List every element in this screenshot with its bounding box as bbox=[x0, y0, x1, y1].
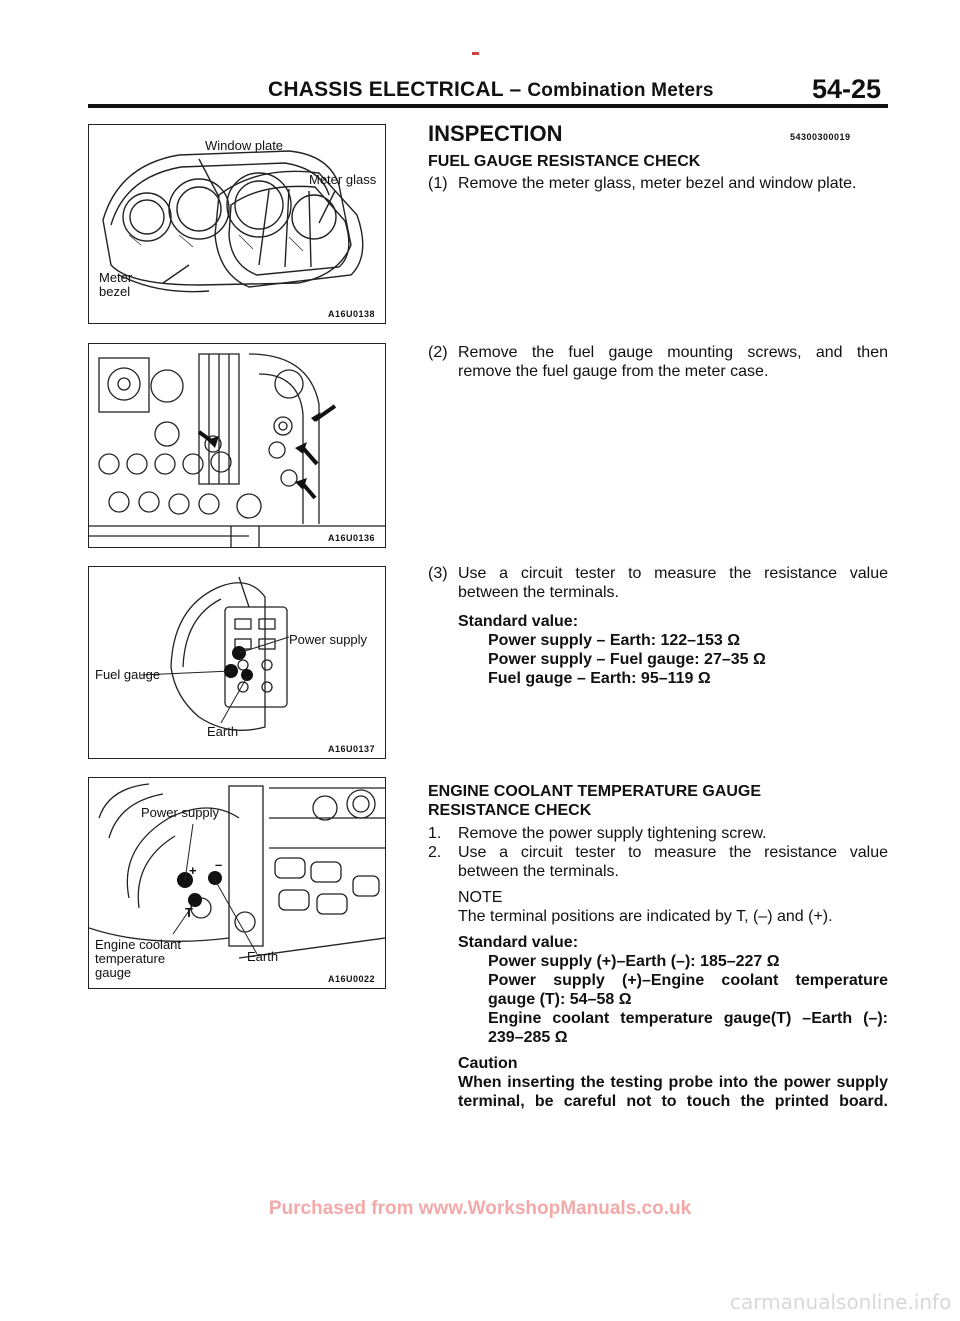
standard-value-2: Power supply – Fuel gauge: 27–35 Ω bbox=[488, 651, 766, 668]
site-watermark: carmanualsonline.info bbox=[730, 1290, 952, 1314]
standard-value-1: Power supply – Earth: 122–153 Ω bbox=[488, 632, 741, 649]
figure-code: A16U0022 bbox=[327, 974, 375, 984]
page-number: 54-25 bbox=[812, 74, 882, 104]
step-number: 1. bbox=[428, 825, 442, 842]
note-label: NOTE bbox=[458, 889, 503, 906]
purchased-footer: Purchased from www.WorkshopManuals.co.uk bbox=[268, 1198, 692, 1219]
label-fuel-gauge: Fuel gauge bbox=[95, 667, 161, 682]
label-engine-coolant-line2: temperature bbox=[95, 951, 166, 966]
coolant-heading-line2: RESISTANCE CHECK bbox=[428, 802, 592, 819]
coolant-step-2 bbox=[428, 843, 888, 862]
inspection-heading-text: INSPECTION bbox=[428, 121, 563, 146]
label-earth: Earth bbox=[207, 724, 239, 739]
caution-text-line1: When inserting the testing probe into the power supply bbox=[458, 1074, 888, 1091]
header-title: CHASSIS ELECTRICAL bbox=[268, 78, 504, 101]
figure-coolant-gauge-terminals bbox=[88, 777, 386, 989]
figure-fuel-gauge-terminals bbox=[88, 566, 386, 759]
label-meter-bezel-line2: bezel bbox=[99, 284, 131, 299]
caution-text-line2: terminal, be careful not to touch the printed board. bbox=[458, 1093, 888, 1110]
coolant-gauge-section bbox=[428, 782, 888, 1111]
step-text: Remove the meter glass, meter bezel and window plate. bbox=[458, 175, 857, 192]
label-minus-terminal: – bbox=[215, 857, 223, 872]
label-meter-bezel-line1: Meter bbox=[99, 270, 133, 285]
coolant-heading-line1: ENGINE COOLANT TEMPERATURE GAUGE bbox=[428, 783, 762, 800]
coolant-step-1 bbox=[428, 824, 888, 843]
label-plus-terminal: + bbox=[189, 863, 197, 878]
label-meter-glass: Meter glass bbox=[309, 172, 377, 187]
step-text: Remove the power supply tightening screw. bbox=[458, 825, 767, 842]
standard-value-3-line2: 239–285 Ω bbox=[488, 1029, 568, 1046]
step-text-line2: remove the fuel gauge from the meter case. bbox=[458, 363, 769, 380]
header-dash: – bbox=[509, 78, 522, 101]
meter-case-rear-illustration bbox=[89, 344, 386, 548]
step-text-line2: between the terminals. bbox=[458, 863, 619, 880]
header-rule bbox=[88, 104, 888, 108]
step-number: (1) bbox=[428, 175, 448, 192]
figure-code: A16U0138 bbox=[327, 309, 375, 319]
standard-value-3: Fuel gauge – Earth: 95–119 Ω bbox=[488, 670, 711, 687]
label-engine-coolant-line1: Engine coolant bbox=[95, 937, 182, 952]
fuel-step-2 bbox=[428, 343, 888, 381]
standard-value-1: Power supply (+)–Earth (–): 185–227 Ω bbox=[488, 953, 780, 970]
label-window-plate: Window plate bbox=[205, 138, 284, 153]
fuel-step-3 bbox=[428, 564, 888, 688]
label-power-supply: Power supply bbox=[289, 632, 368, 647]
standard-value-label: Standard value: bbox=[458, 613, 579, 630]
fuel-step-1 bbox=[428, 174, 888, 193]
inspection-ref-code: 54300300019 bbox=[790, 132, 851, 142]
step-text-line1: Remove the fuel gauge mounting screws, and then bbox=[458, 344, 888, 361]
header-subtitle: Combination Meters bbox=[527, 80, 714, 101]
figure-code: A16U0137 bbox=[327, 744, 375, 754]
meter-exploded-illustration bbox=[89, 125, 386, 324]
standard-value-label: Standard value: bbox=[458, 934, 579, 951]
standard-value-3-line1: Engine coolant temperature gauge(T) –Earth (–): bbox=[488, 1010, 888, 1027]
figure-code: A16U0136 bbox=[327, 533, 375, 543]
figure-meter-case-rear bbox=[88, 343, 386, 548]
standard-value-2-line1: Power supply (+)–Engine coolant temperature bbox=[488, 972, 888, 989]
label-engine-coolant-line3: gauge bbox=[95, 965, 132, 980]
step-text-line1: Use a circuit tester to measure the resistance value bbox=[458, 565, 888, 582]
inspection-heading bbox=[428, 121, 562, 147]
note-text: The terminal positions are indicated by T, (–) and (+). bbox=[458, 908, 833, 925]
label-earth: Earth bbox=[247, 949, 279, 964]
label-power-supply: Power supply bbox=[141, 805, 220, 820]
step-number: (3) bbox=[428, 565, 448, 582]
label-t-terminal: T bbox=[185, 905, 193, 920]
step-number: (2) bbox=[428, 344, 448, 361]
fuel-gauge-heading: FUEL GAUGE RESISTANCE CHECK bbox=[428, 153, 701, 170]
fuel-gauge-section bbox=[428, 152, 888, 193]
step-number: 2. bbox=[428, 844, 442, 861]
standard-value-2-line2: gauge (T): 54–58 Ω bbox=[488, 991, 632, 1008]
step-text-line2: between the terminals. bbox=[458, 584, 619, 601]
page-header-title bbox=[268, 78, 714, 102]
step-text-line1: Use a circuit tester to measure the resistance value bbox=[458, 844, 888, 861]
header-mark bbox=[472, 52, 479, 55]
caution-label: Caution bbox=[458, 1055, 518, 1072]
figure-meter-exploded bbox=[88, 124, 386, 324]
